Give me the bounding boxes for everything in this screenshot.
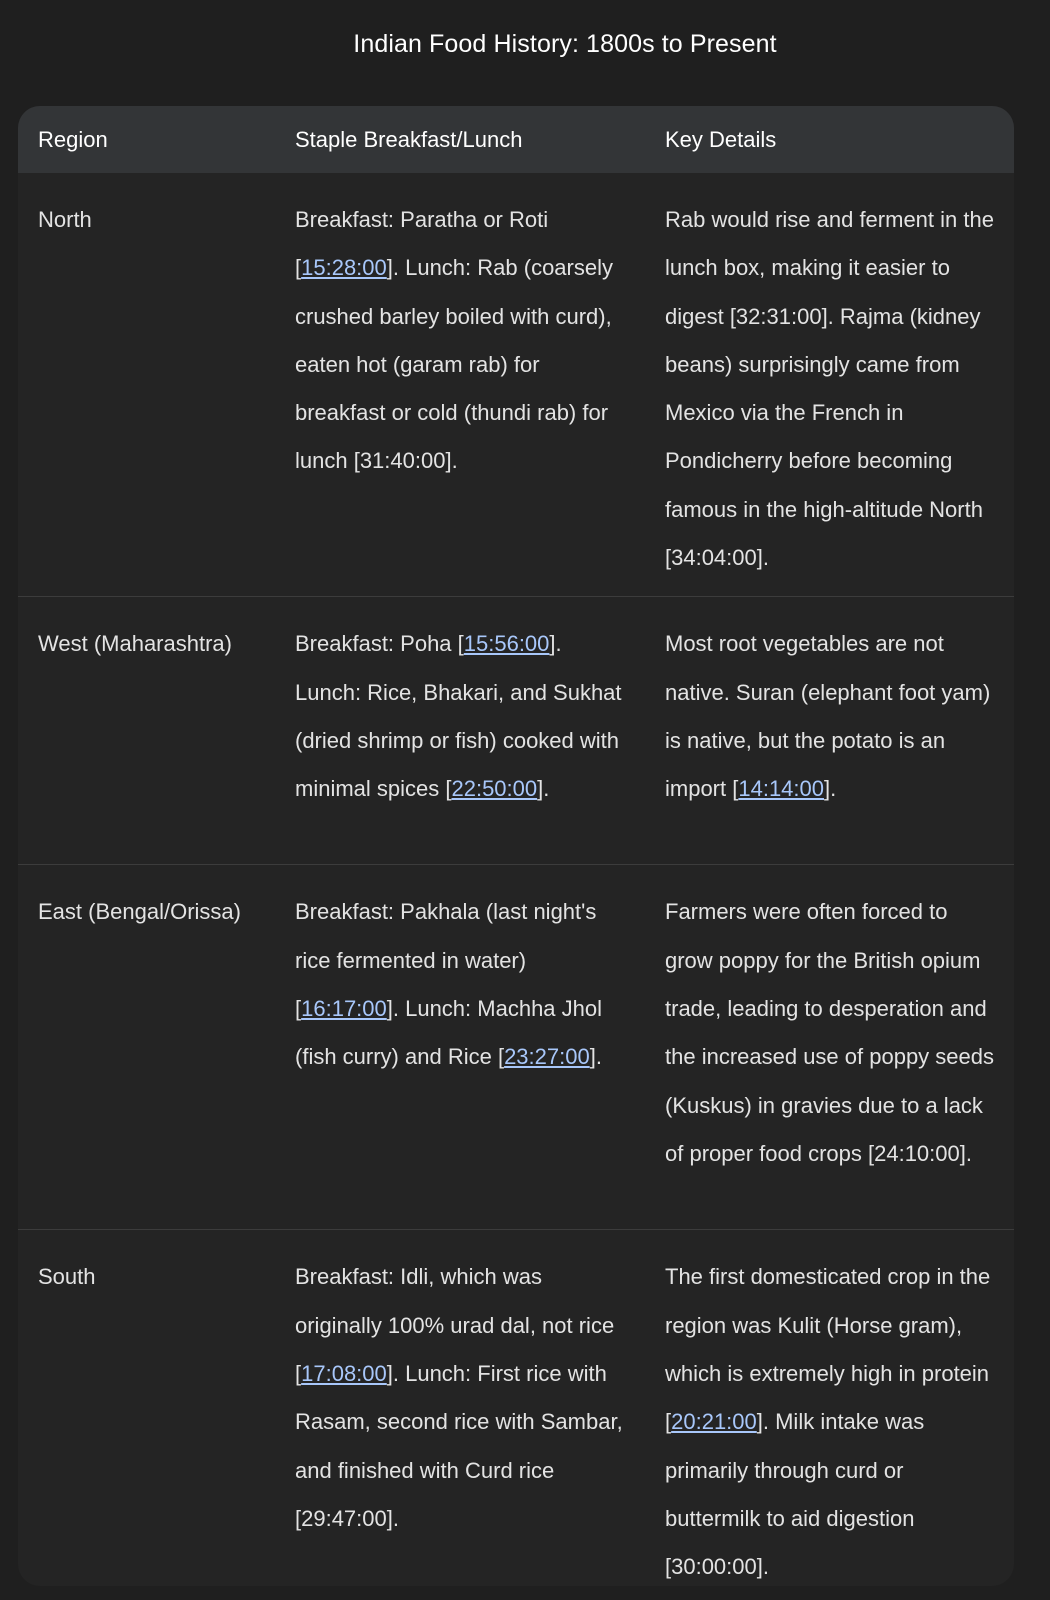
timestamp-link[interactable]: 23:27:00 — [504, 1044, 590, 1070]
region-cell: South — [38, 1264, 96, 1290]
staple-cell — [275, 173, 645, 597]
table-row — [18, 1230, 1014, 1586]
details-text: Rab would rise and ferment in the lunch box, making it easier to digest [32:31:00]. Rajma (kidney beans) surprisingly came from Mexico via the French in Pondicherry before becoming famous in the high-altitude North [34:04:00]. — [665, 207, 994, 571]
staple-text: ]. — [537, 776, 550, 802]
region-cell: North — [38, 207, 92, 232]
page-title: Indian Food History: 1800s to Present — [353, 30, 777, 58]
table-row — [18, 173, 1014, 597]
timestamp-link[interactable]: 15:56:00 — [463, 631, 550, 657]
staple-text: ]. Lunch: First rice with Rasam, second rice with Sambar, and finished with Curd rice [29:47:00]. — [295, 1360, 623, 1531]
table-row — [18, 865, 1014, 1230]
food-history-table-card — [18, 106, 1014, 1586]
details-text: Most root vegetables are not native. Suran (elephant foot yam) is native, but the potato is an import [ — [665, 631, 991, 802]
staple-text: ]. — [589, 1044, 602, 1070]
staple-text: Breakfast: Paratha or Roti [ — [295, 207, 549, 281]
staple-cell — [275, 597, 645, 865]
header-details: Key Details — [665, 126, 777, 152]
details-cell — [645, 597, 1014, 865]
timestamp-link[interactable]: 17:08:00 — [301, 1360, 387, 1386]
staple-text: Breakfast: Pakhala (last night's rice fermented in water) [ — [295, 899, 597, 1021]
timestamp-link[interactable]: 22:50:00 — [451, 776, 538, 802]
staple-cell — [275, 1230, 645, 1586]
timestamp-link[interactable]: 20:21:00 — [671, 1409, 757, 1435]
food-history-table — [18, 106, 1014, 1586]
table-header-row — [18, 106, 1014, 173]
header-staple: Staple Breakfast/Lunch — [295, 126, 523, 152]
timestamp-link[interactable]: 15:28:00 — [301, 255, 387, 281]
timestamp-link[interactable]: 14:14:00 — [738, 776, 824, 802]
region-cell: East (Bengal/Orissa) — [38, 899, 241, 925]
details-cell — [645, 1230, 1014, 1586]
details-text: Farmers were often forced to grow poppy for the British opium trade, leading to desperation and the increased use of poppy seeds (Kuskus) in gravies due to a lack of proper food crops [24:10:00]. — [665, 899, 995, 1166]
staple-text: ]. Lunch: Machha Jhol (fish curry) and Rice [ — [295, 995, 603, 1070]
staple-text: ]. Lunch: Rice, Bhakari, and Sukhat (dried shrimp or fish) cooked with minimal spices [ — [295, 631, 622, 802]
staple-cell — [275, 865, 645, 1230]
details-text: The first domesticated crop in the region was Kulit (Horse gram), which is extremely high in protein [ — [665, 1264, 991, 1435]
details-text: ]. — [824, 776, 837, 802]
details-cell — [645, 865, 1014, 1230]
region-cell: West (Maharashtra) — [38, 631, 232, 657]
header-region: Region — [38, 126, 108, 152]
staple-text: Breakfast: Idli, which was originally 100% urad dal, not rice [ — [295, 1264, 615, 1386]
timestamp-link[interactable]: 16:17:00 — [301, 995, 387, 1021]
staple-text: Breakfast: Poha [ — [295, 631, 464, 657]
details-cell — [645, 173, 1014, 597]
details-text: ]. Milk intake was primarily through curd or buttermilk to aid digestion [30:00:00]. — [665, 1409, 925, 1580]
table-row — [18, 597, 1014, 865]
staple-text: ]. Lunch: Rab (coarsely crushed barley boiled with curd), eaten hot (garam rab) for breakfast or cold (thundi rab) for lunch [31:40:00]. — [295, 255, 613, 474]
